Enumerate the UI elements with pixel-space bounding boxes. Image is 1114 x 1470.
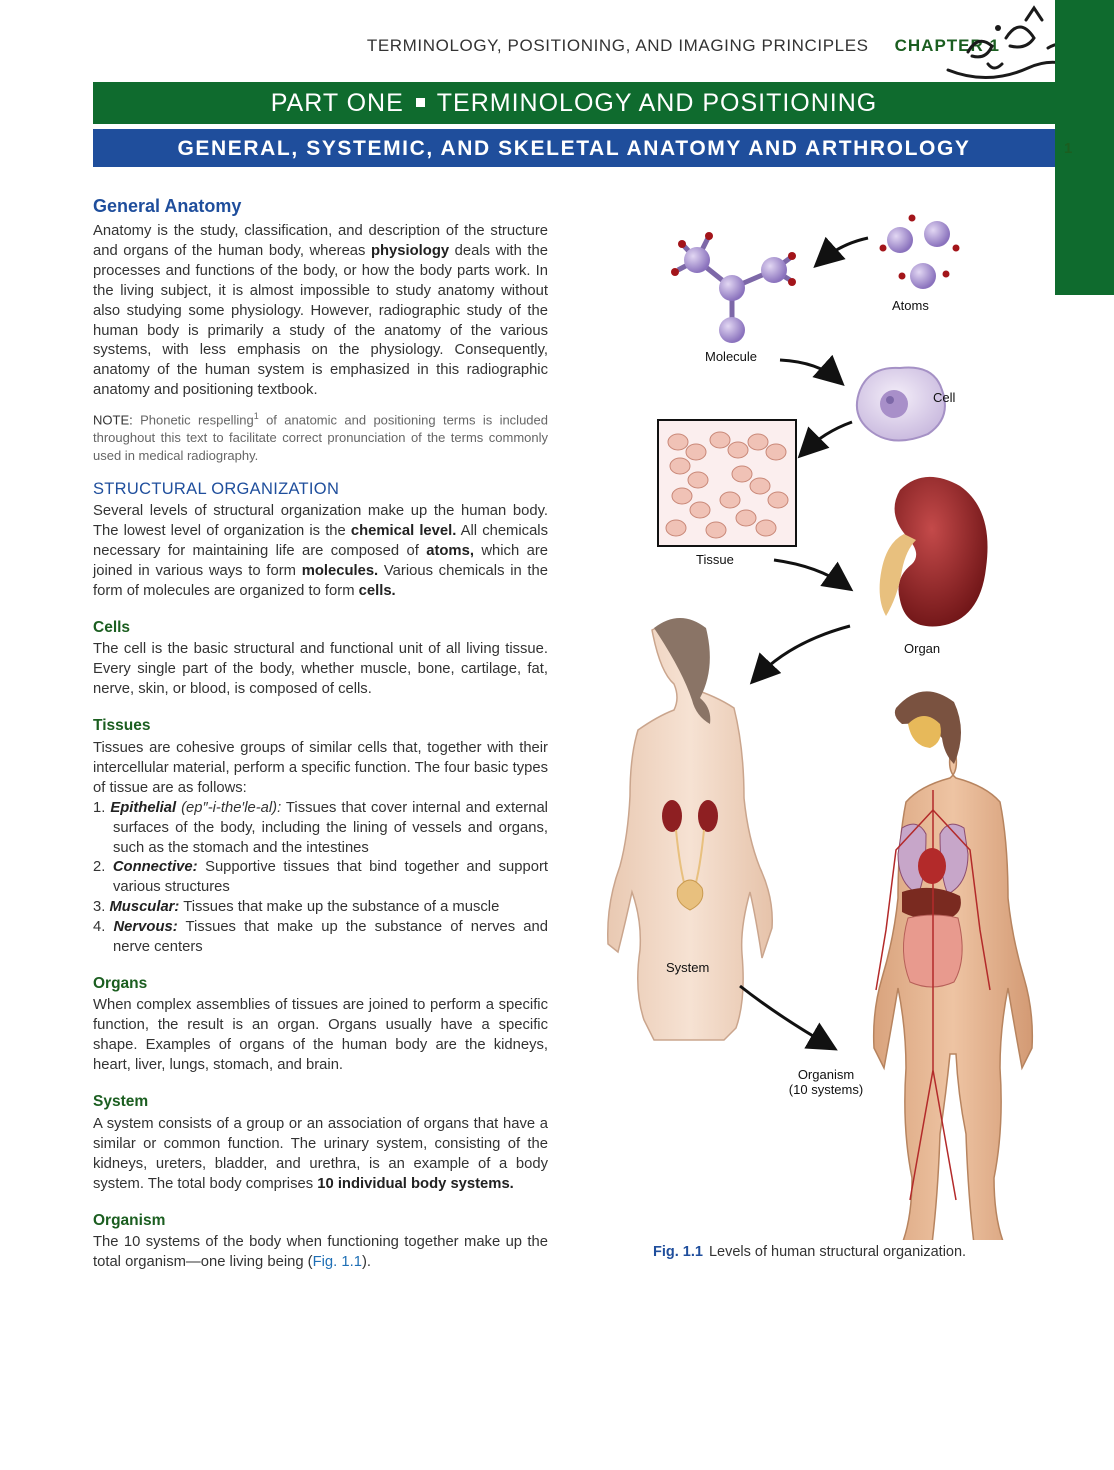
- heading-organism: Organism: [93, 1212, 166, 1229]
- atoms-icon: [880, 215, 960, 290]
- arrow-system-to-organism: [740, 986, 830, 1046]
- figure-reference-link[interactable]: Fig. 1.1: [312, 1253, 362, 1270]
- paragraph: When complex assemblies of tissues are joined to perform a specific function, the result is an organ. Organs usually have a specific shape. Examples of organs of the human body are the kidneys, heart, liver, lungs, stomach, and brain.: [93, 997, 548, 1073]
- label-atoms: Atoms: [892, 298, 929, 313]
- paragraph: Several levels of structural organization make up the human body. The lowest level of organization is the chemical level. All chemicals necessary for maintaining life are composed of atoms, which are joined in various ways to form molecules. Various chemicals in the form of molecules are organized to form cells.: [93, 503, 548, 599]
- page-number: 1: [1064, 140, 1073, 157]
- tissue-icon: [658, 420, 796, 546]
- general-anatomy-body: [93, 222, 548, 465]
- paragraph: The 10 systems of the body when functioning together make up the total organism—one living being (Fig. 1.1).: [93, 1234, 548, 1270]
- label-cell: Cell: [933, 390, 956, 405]
- arrow-tissue-to-organ: [774, 560, 846, 586]
- section-banner: GENERAL, SYSTEMIC, AND SKELETAL ANATOMY AND ARTHROLOGY: [93, 129, 1055, 167]
- arrow-organ-to-system: [756, 626, 850, 678]
- heading-tissues: Tissues: [93, 717, 151, 734]
- figure-structural-organization: [590, 190, 1050, 1240]
- cells-body: [93, 640, 548, 700]
- running-head-title: TERMINOLOGY, POSITIONING, AND IMAGING PRINCIPLES: [366, 36, 869, 55]
- square-bullet-icon: [416, 98, 425, 107]
- molecule-icon: [671, 232, 796, 343]
- arrow-atoms-to-molecule: [820, 238, 868, 262]
- part-banner-right: TERMINOLOGY AND POSITIONING: [436, 89, 878, 117]
- heading-cells: Cells: [93, 619, 131, 636]
- running-head: [0, 36, 1000, 56]
- label-organ: Organ: [904, 641, 941, 656]
- figure-caption: [653, 1244, 966, 1260]
- structural-body: [93, 502, 548, 602]
- heading-system: System: [93, 1093, 149, 1110]
- list-item: 4. Nervous: Tissues that make up the substance of nerves and nerve centers: [93, 919, 548, 956]
- heading-structural-organization: STRUCTURAL ORGANIZATION: [93, 480, 340, 498]
- paragraph: A system consists of a group or an association of organs that have a similar or common function. The urinary system, consisting of the kidneys, ureters, bladder, and urethra, is an example of a body system. The total body comprises 10 individual body systems.: [93, 1116, 548, 1192]
- organism-body: [93, 1233, 548, 1273]
- caption-text: Levels of human structural organization.: [708, 1244, 967, 1260]
- label-system: System: [666, 960, 710, 975]
- part-banner: [93, 82, 1055, 124]
- cell-icon: [857, 367, 945, 440]
- arrow-molecule-to-cell: [780, 360, 838, 380]
- label-molecule: Molecule: [705, 349, 758, 364]
- paragraph: The cell is the basic structural and functional unit of all living tissue. Every single part of the body, whether muscle, bone, cartilage, fat, nerve, skin, or blood, is composed of cells.: [93, 641, 548, 697]
- label-tissue: Tissue: [696, 552, 734, 567]
- chapter-label: CHAPTER 1: [894, 36, 1000, 55]
- kidney-organ-icon: [880, 477, 988, 627]
- part-banner-left: PART ONE: [270, 89, 404, 117]
- paragraph: Anatomy is the study, classification, and description of the structure and organs of the human body, whereas physiology deals with the processes and functions of the body, or how the body parts work. In the living subject, it is almost impossible to study anatomy without also studying some physiology. However, radiographic study of the human body is primarily a study of the anatomy of the various systems, with less emphasis on the physiology. Consequently, anatomy of the human system is emphasized in this radiographic anatomy and positioning textbook.: [93, 223, 549, 399]
- heading-general-anatomy: General Anatomy: [93, 196, 242, 216]
- label-organism: Organism (10 systems): [788, 1067, 864, 1097]
- list-item: 2. Connective: Supportive tissues that bind together and support various structures: [93, 859, 548, 896]
- caption-figure-number: Fig. 1.1: [653, 1244, 703, 1260]
- paragraph: Tissues are cohesive groups of similar cells that, together with their intercellular material, perform a specific function. The four basic types of tissue are as follows:: [93, 740, 548, 796]
- system-body-figure: [608, 618, 773, 1040]
- heading-organs: Organs: [93, 975, 148, 992]
- tissue-list: [93, 799, 548, 958]
- note: NOTE: Phonetic respelling$^1$ of anatomic and positioning terms is included throughout this text to facilitate correct pronunciation of the terms commonly used in medical radiography.: [93, 411, 548, 464]
- arrow-cell-to-tissue: [804, 422, 852, 452]
- organism-body-figure: [874, 691, 1033, 1240]
- list-item: 3. Muscular: Tissues that make up the substance of a muscle: [93, 899, 500, 916]
- list-item: 1. Epithelial (ep″-i-the′le-al): Tissues that cover internal and external surfaces of the body, including the lining of vessels and organs, such as the stomach and the intestines: [93, 799, 548, 856]
- system-body: [93, 1115, 548, 1195]
- tissues-body: [93, 739, 548, 958]
- organs-body: [93, 996, 548, 1076]
